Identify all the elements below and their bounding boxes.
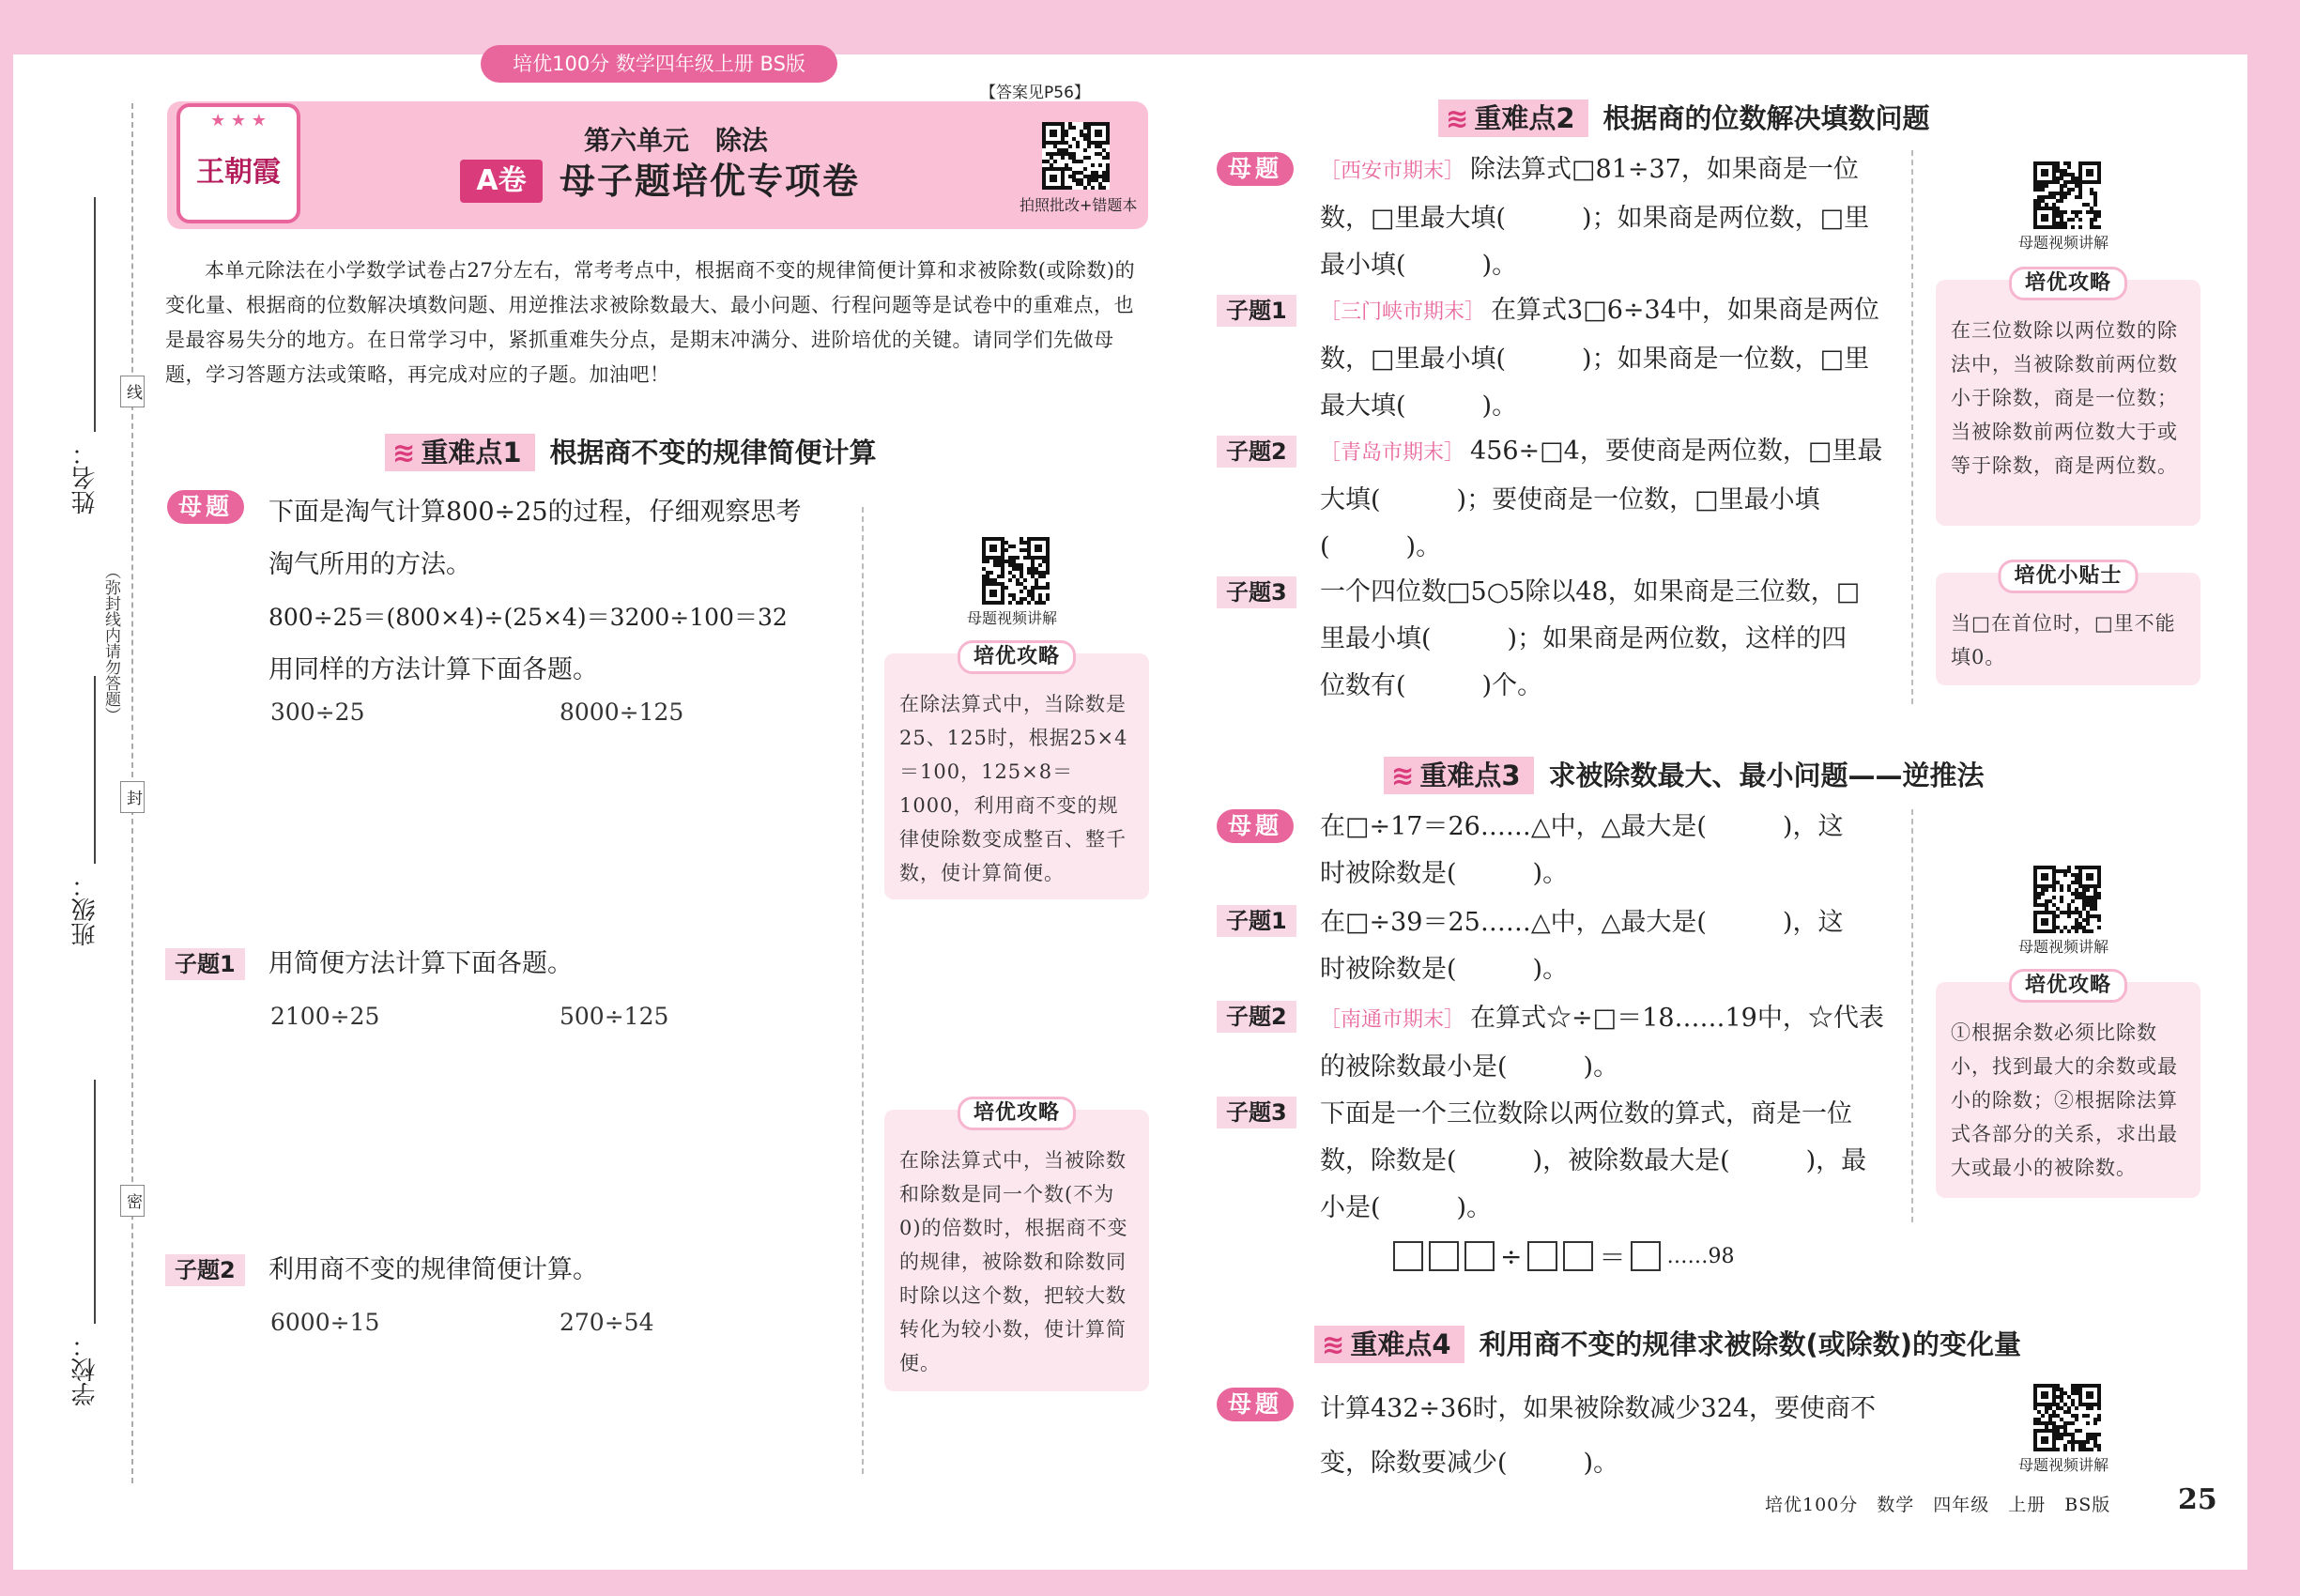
s3-z2-text: ［南通市期末］ 在算式☆÷□＝18……19中，☆代表 的被除数最小是( )。 bbox=[1320, 1004, 1884, 1082]
binding-notice: （弥封线内请勿答题） bbox=[101, 563, 120, 723]
page-number: 25 bbox=[2178, 1483, 2217, 1516]
sub-question-1-badge: 子题1 bbox=[1217, 295, 1296, 327]
s1-mother-text: 下面是淘气计算800÷25的过程，仔细观察思考 淘气所用的方法。 800÷25＝(800×4)÷(25×4)＝3200÷100＝32 用同样的方法计算下面各题。 bbox=[268, 498, 802, 684]
sub-question-2-badge: 子题2 bbox=[1217, 1001, 1296, 1033]
tip-text: ①根据余数必须比除数小，找到最大的余数或最小的除数；②根据除法算式各部分的关系，求出最大或最小的被除数。 bbox=[1951, 1021, 2178, 1179]
name-label: 姓名： bbox=[71, 441, 100, 514]
school-blank-line bbox=[94, 1080, 96, 1324]
tip-text: 当□在首位时，□里不能填0。 bbox=[1951, 612, 2176, 668]
s1-tip-box-1 bbox=[884, 645, 1149, 899]
tip-heading: 培优攻略 bbox=[2009, 969, 2127, 1003]
class-label: 班级： bbox=[71, 873, 100, 946]
s1-z1-calc-2: 500÷125 bbox=[560, 1003, 669, 1030]
answer-note: 【答案见P56】 bbox=[980, 84, 1090, 102]
sub-question-3-badge: 子题3 bbox=[1217, 1097, 1296, 1128]
sub-question-1-badge: 子题1 bbox=[165, 948, 245, 980]
book-banner: 培优100分 数学四年级上册 BS版 bbox=[481, 45, 837, 83]
mother-question-badge: 母题 bbox=[167, 490, 244, 524]
s3-z3-text: 下面是一个三位数除以两位数的算式，商是一位 数，除数是( )，被除数最大是( )，最 小是( )。 bbox=[1320, 1099, 1867, 1222]
wave-icon: ≋ bbox=[392, 437, 416, 468]
video-caption: 母题视频讲解 bbox=[967, 609, 1058, 627]
sub-question-1-badge: 子题1 bbox=[1217, 905, 1296, 937]
equals-sign: ＝ bbox=[1599, 1242, 1626, 1273]
qr-code-icon[interactable] bbox=[2033, 1384, 2101, 1451]
s3-z1-text: 在□÷39＝25……△中，△最大是( )，这 时被除数是( )。 bbox=[1320, 908, 1844, 984]
s1-m-calc-2: 8000÷125 bbox=[560, 698, 684, 726]
s2-mother-text: ［西安市期末］ 除法算式□81÷37，如果商是一位 数，□里最大填( )；如果商是两位数，□里 最小填( )。 bbox=[1320, 155, 1870, 280]
section-4-tag: ≋ 重难点4 bbox=[1314, 1326, 1464, 1363]
name-blank-line bbox=[94, 197, 96, 432]
s2-z3-text: 一个四位数□5○5除以48，如果商是三位数，□ 里最小填( )；如果商是两位数，这样的四 位数有( )个。 bbox=[1320, 577, 1861, 700]
wave-icon: ≋ bbox=[1391, 760, 1415, 791]
digit-box[interactable] bbox=[1464, 1241, 1495, 1271]
remainder-text: ……98 bbox=[1666, 1244, 1735, 1268]
digit-box[interactable] bbox=[1527, 1241, 1557, 1271]
wave-icon: ≋ bbox=[1322, 1328, 1345, 1360]
tip-text: 在除法算式中，当除数是25、125时，根据25×4＝100，125×8＝1000，利用商不变的规律使除数变成整百、整千数，使计算简便。 bbox=[899, 693, 1128, 884]
publisher-logo bbox=[176, 103, 300, 223]
tip-heading: 培优攻略 bbox=[2009, 267, 2127, 300]
section-2-title: ≋ 重难点2 根据商的位数解决填数问题 bbox=[1438, 100, 1930, 137]
mother-question-badge: 母题 bbox=[1217, 1388, 1294, 1421]
video-caption: 母题视频讲解 bbox=[2018, 938, 2109, 956]
s3-tip-box bbox=[1936, 974, 2200, 1198]
mother-question-badge: 母题 bbox=[1217, 152, 1294, 186]
page-title: 母子题培优专项卷 bbox=[560, 161, 861, 202]
unit-intro: 本单元除法在小学数学试卷占27分左右，常考考点中，根据商不变的规律简便计算和求被除数(或除数)的变化量、根据商的位数解决填数问题、用逆推法求被除数最大、最小问题、行程问题等是试卷中的重难点，也是最容易失分的地方。在日常学习中，紧抓重难失分点，是期末冲满分、进阶培优的关键。请同学们先做母题，学习答题方法或策略，再完成对应的子题。加油吧！ bbox=[165, 259, 1136, 386]
section-1-tag: ≋ 重难点1 bbox=[385, 434, 535, 471]
qr-code-icon[interactable] bbox=[2033, 866, 2101, 933]
column-divider bbox=[1911, 150, 1913, 704]
page-footer: 培优100分 数学 四年级 上册 BS版 bbox=[1765, 1495, 2111, 1515]
s1-z1-calc-1: 2100÷25 bbox=[270, 1003, 380, 1030]
seal-mark: 封 bbox=[120, 781, 145, 813]
digit-box[interactable] bbox=[1393, 1241, 1423, 1271]
digit-box[interactable] bbox=[1631, 1241, 1661, 1271]
section-4-title: ≋ 重难点4 利用商不变的规律求被除数(或除数)的变化量 bbox=[1314, 1326, 2021, 1363]
column-divider bbox=[1911, 809, 1913, 1222]
s4-mother-text: 计算432÷36时，如果被除数减少324，要使商不 变，除数要减少( )。 bbox=[1320, 1394, 1877, 1478]
s1-m-calc-1: 300÷25 bbox=[270, 698, 365, 726]
section-3-title: ≋ 重难点3 求被除数最大、最小问题——逆推法 bbox=[1384, 757, 1985, 794]
tip-heading: 培优攻略 bbox=[958, 640, 1076, 674]
crown-icon: ★ ★ ★ bbox=[210, 111, 267, 130]
volume-badge: A卷 bbox=[460, 160, 543, 203]
mother-question-badge: 母题 bbox=[1217, 809, 1294, 843]
s2-z1-text: ［三门峡市期末］ 在算式3□6÷34中，如果商是两位 数，□里最小填( )；如果商是一位数，□里 最大填( )。 bbox=[1320, 296, 1879, 421]
division-equation-boxes bbox=[1393, 1237, 1734, 1275]
s1-z2-calc-1: 6000÷15 bbox=[270, 1309, 380, 1336]
s1-tip-box-2 bbox=[884, 1101, 1149, 1391]
logo-text: 王朝霞 bbox=[196, 156, 281, 189]
sub-question-2-badge: 子题2 bbox=[165, 1254, 245, 1286]
tip-heading: 培优小贴士 bbox=[1998, 560, 2138, 593]
s2-small-tip-box bbox=[1936, 564, 2200, 685]
video-caption: 母题视频讲解 bbox=[2018, 234, 2109, 252]
line-mark: 线 bbox=[120, 376, 145, 407]
section-3-tag: ≋ 重难点3 bbox=[1384, 757, 1534, 794]
wave-icon: ≋ bbox=[1446, 102, 1469, 134]
s1-z1-text: 用简便方法计算下面各题。 bbox=[268, 949, 573, 978]
s2-z2-text: ［青岛市期末］ 456÷□4，要使商是两位数，□里最 大填( )；要使商是一位数，□里最小填 ( )。 bbox=[1320, 437, 1883, 561]
sub-question-2-badge: 子题2 bbox=[1217, 436, 1296, 468]
video-caption: 母题视频讲解 bbox=[2018, 1456, 2109, 1474]
section-2-tag: ≋ 重难点2 bbox=[1438, 100, 1588, 137]
s2-tip-box bbox=[1936, 271, 2200, 526]
digit-box[interactable] bbox=[1429, 1241, 1459, 1271]
sub-question-3-badge: 子题3 bbox=[1217, 576, 1296, 608]
column-divider bbox=[862, 507, 864, 1474]
section-1-title: ≋ 重难点1 根据商不变的规律简便计算 bbox=[385, 434, 877, 471]
class-blank-line bbox=[94, 676, 96, 864]
tip-heading: 培优攻略 bbox=[958, 1097, 1076, 1130]
dense-mark: 密 bbox=[120, 1185, 145, 1217]
school-label: 学校： bbox=[71, 1333, 100, 1406]
digit-box[interactable] bbox=[1563, 1241, 1593, 1271]
qr-code-icon[interactable] bbox=[2033, 161, 2101, 229]
qr-caption: 拍照批改+错题本 bbox=[1020, 196, 1138, 214]
s1-z2-calc-2: 270÷54 bbox=[560, 1309, 654, 1336]
tip-text: 在除法算式中，当被除数和除数是同一个数(不为0)的倍数时，根据商不变的规律，被除数和除数同时除以这个数，把较大数转化为较小数，使计算简便。 bbox=[899, 1149, 1128, 1374]
divide-sign: ÷ bbox=[1500, 1240, 1523, 1272]
s1-z2-text: 利用商不变的规律简便计算。 bbox=[268, 1255, 598, 1284]
unit-title: 第六单元 除法 bbox=[583, 125, 768, 156]
s3-mother-text: 在□÷17＝26……△中，△最大是( )，这 时被除数是( )。 bbox=[1320, 812, 1844, 888]
qr-code-icon[interactable] bbox=[1042, 122, 1110, 190]
tip-text: 在三位数除以两位数的除法中，当被除数前两位数小于除数，商是一位数；当被除数前两位数大于或等于除数，商是两位数。 bbox=[1951, 319, 2178, 477]
qr-code-icon[interactable] bbox=[982, 537, 1050, 605]
